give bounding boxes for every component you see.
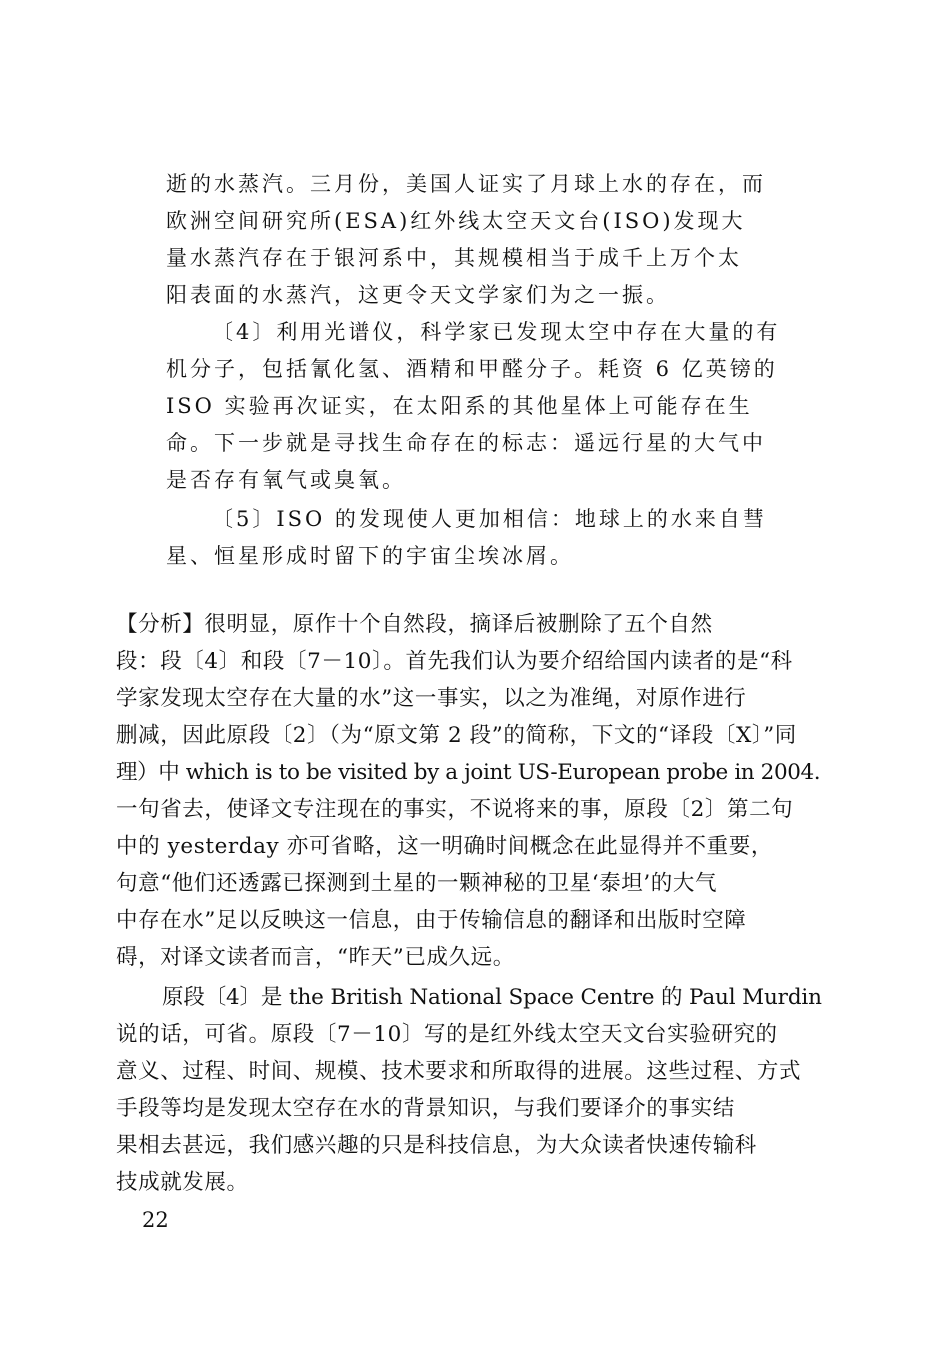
analysis-line: 学家发现太空存在大量的水”这一事实，以之为准绳，对原作进行 bbox=[116, 686, 747, 711]
analysis-line: 删减，因此原段〔2〕（为“原文第 2 段”的简称，下文的“译段〔X〕”同 bbox=[116, 723, 797, 748]
translation-line: 量水蒸汽存在于银河系中，其规模相当于成千上万个太 bbox=[166, 246, 742, 270]
translation-line: 阳表面的水蒸汽，这更令天文学家们为之一振。 bbox=[166, 283, 670, 307]
analysis-line: 说的话，可省。原段〔7－10〕写的是红外线太空天文台实验研究的 bbox=[116, 1022, 778, 1047]
analysis-line: 一句省去，使译文专注现在的事实，不说将来的事，原段〔2〕第二句 bbox=[116, 797, 794, 822]
analysis-line: 句意“他们还透露已探测到土星的一颗神秘的卫星‘泰坦’的大气 bbox=[116, 871, 718, 896]
translation-line: ISO 实验再次证实，在太阳系的其他星体上可能存在生 bbox=[166, 394, 753, 418]
analysis-line: 果相去甚远，我们感兴趣的只是科技信息，为大众读者快速传输科 bbox=[116, 1133, 757, 1158]
translation-line: 逝的水蒸汽。三月份，美国人证实了月球上水的存在，而 bbox=[166, 172, 766, 196]
analysis-line: 原段〔4〕是 the British National Space Centre 的 Paul Murdin bbox=[162, 985, 822, 1010]
analysis-line: 理）中 which is to be visited by a joint US-European probe in 2004. bbox=[116, 760, 821, 785]
analysis-line: 段：段〔4〕和段〔7－10〕。首先我们认为要介绍给国内读者的是“科 bbox=[116, 649, 793, 674]
analysis-line: 【分析】很明显，原作十个自然段，摘译后被删除了五个自然 bbox=[116, 612, 713, 637]
translation-line: 机分子，包括氰化氢、酒精和甲醛分子。耗资 6 亿英镑的 bbox=[166, 357, 778, 381]
page-number: 22 bbox=[142, 1208, 169, 1232]
analysis-line: 中的 yesterday 亦可省略，这一明确时间概念在此显得并不重要， bbox=[116, 834, 773, 859]
translation-line: 星、恒星形成时留下的宇宙尘埃冰屑。 bbox=[166, 544, 574, 568]
analysis-line: 中存在水”足以反映这一信息，由于传输信息的翻译和出版时空障 bbox=[116, 908, 747, 933]
translation-line: 〔4〕利用光谱仪，科学家已发现太空中存在大量的有 bbox=[212, 320, 781, 344]
translation-line: 〔5〕ISO 的发现使人更加相信：地球上的水来自彗 bbox=[212, 507, 767, 531]
analysis-line: 手段等均是发现太空存在水的背景知识，与我们要译介的事实结 bbox=[116, 1096, 735, 1121]
analysis-line: 技成就发展。 bbox=[116, 1170, 249, 1195]
analysis-line: 碍，对译文读者而言，“昨天”已成久远。 bbox=[116, 945, 515, 970]
translation-line: 欧洲空间研究所(ESA)红外线太空天文台(ISO)发现大 bbox=[166, 209, 746, 233]
translation-line: 是否存有氧气或臭氧。 bbox=[166, 468, 406, 492]
translation-line: 命。下一步就是寻找生命存在的标志：遥远行星的大气中 bbox=[166, 431, 766, 455]
analysis-line: 意义、过程、时间、规模、技术要求和所取得的进展。这些过程、方式 bbox=[116, 1059, 802, 1084]
